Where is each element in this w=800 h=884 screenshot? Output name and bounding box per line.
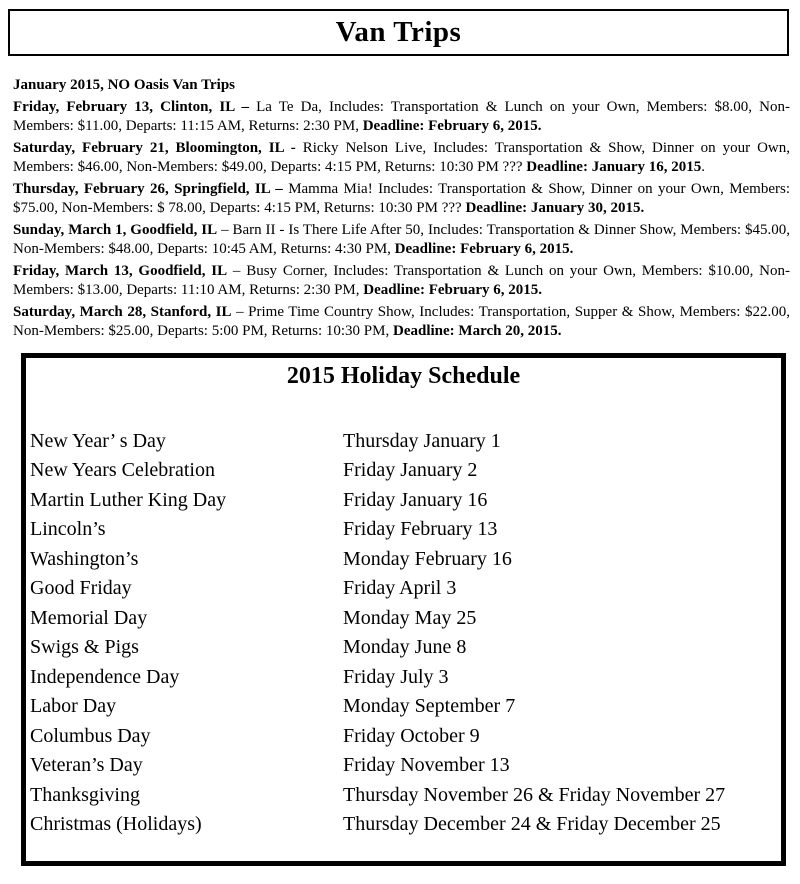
holiday-row xyxy=(30,692,781,722)
holiday-schedule-box xyxy=(21,353,786,866)
trip-paragraph xyxy=(13,98,790,137)
holiday-name: Independence Day xyxy=(30,665,180,688)
holiday-date: Friday July 3 xyxy=(343,665,449,688)
holiday-date: Monday May 25 xyxy=(343,606,477,629)
holiday-date: Friday October 9 xyxy=(343,724,480,747)
holiday-name: New Years Celebration xyxy=(30,459,215,481)
holiday-row xyxy=(30,781,781,811)
holiday-row xyxy=(30,722,781,752)
holiday-name: Thanksgiving xyxy=(30,783,140,806)
trip-bold-text: Deadline: January 16, 2015 xyxy=(526,159,702,175)
holiday-name: Lincoln’s xyxy=(30,518,106,540)
holiday-date: Thursday December 24 & Friday December 25 xyxy=(343,813,721,835)
trip-text: Ricky Nelson Live, Includes: Transportation & Show, Dinner on your Own, Members: $46.00, Non-Members: $49.00, Departs: 4:15 PM, Returns: 10:30 PM ??? xyxy=(13,139,790,175)
holiday-list xyxy=(26,427,781,840)
holiday-date: Monday September 7 xyxy=(343,695,516,717)
holiday-row xyxy=(30,810,781,840)
trip-paragraph xyxy=(13,262,790,301)
trip-bold-text: Deadline: February 6, 2015. xyxy=(363,282,543,298)
trip-bold-text: Friday, March 13, Goodfield, IL xyxy=(13,262,228,279)
trip-text: – Barn II - Is There Life After 50, Includes: Transportation & Dinner Show, Members: $45.00, Non-Members: $48.00, Departs: 10:45 AM, Returns: 4:30 PM, xyxy=(13,221,790,257)
holiday-date: Friday November 13 xyxy=(343,754,510,776)
holiday-date: Friday February 13 xyxy=(343,518,498,540)
holiday-name: Christmas (Holidays) xyxy=(30,813,202,835)
van-trips-section xyxy=(13,76,790,342)
holiday-name: Good Friday xyxy=(30,577,132,599)
intro-line: January 2015, NO Oasis Van Trips xyxy=(13,77,236,93)
holiday-name: Martin Luther King Day xyxy=(30,488,227,511)
trip-bold-text: Deadline: January 30, 2015. xyxy=(465,200,645,216)
holiday-date: Monday June 8 xyxy=(343,636,467,658)
holiday-date: Thursday November 26 & Friday November 27 xyxy=(343,783,726,806)
trip-bold-text: Deadline: March 20, 2015. xyxy=(393,323,562,339)
holiday-row xyxy=(30,486,781,516)
trips-list xyxy=(13,98,790,342)
holiday-row xyxy=(30,663,781,693)
holiday-date: Friday January 2 xyxy=(343,459,478,481)
trip-bold-text: Sunday, March 1, Goodfield, IL xyxy=(13,221,218,238)
holiday-row xyxy=(30,574,781,604)
trip-paragraph xyxy=(13,180,790,219)
holiday-name: Veteran’s Day xyxy=(30,754,143,776)
holiday-row xyxy=(30,604,781,634)
trip-paragraph xyxy=(13,221,790,260)
holiday-row xyxy=(30,545,781,575)
holiday-row xyxy=(30,456,781,486)
trip-paragraph xyxy=(13,139,790,178)
holiday-name: New Year’ s Day xyxy=(30,429,166,452)
holiday-name: Labor Day xyxy=(30,695,117,717)
trip-bold-text: Saturday, March 28, Stanford, IL xyxy=(13,303,232,320)
holiday-date: Friday January 16 xyxy=(343,488,488,511)
trip-bold-text: Friday, February 13, Clinton, IL – xyxy=(13,98,257,115)
holiday-name: Columbus Day xyxy=(30,724,151,747)
trip-text: La Te Da, Includes: Transportation & Lunch on your Own, Members: $8.00, Non-Members: $11.00, Departs: 11:15 AM, Returns: 2:30 PM, xyxy=(13,98,790,134)
holiday-schedule-title: 2015 Holiday Schedule xyxy=(286,362,521,389)
trip-text: . xyxy=(701,159,706,175)
holiday-row xyxy=(30,427,781,457)
holiday-row xyxy=(30,515,781,545)
holiday-name: Washington’s xyxy=(30,547,139,570)
van-trips-title-box xyxy=(8,9,789,56)
trip-paragraph xyxy=(13,303,790,342)
holiday-name: Memorial Day xyxy=(30,606,148,629)
trip-bold-text: Deadline: February 6, 2015. xyxy=(394,241,574,257)
page-title: Van Trips xyxy=(335,16,462,48)
holiday-date: Monday February 16 xyxy=(343,547,512,570)
trip-bold-text: Thursday, February 26, Springfield, IL – xyxy=(13,180,289,197)
trip-bold-text: Deadline: February 6, 2015. xyxy=(362,118,542,134)
holiday-row xyxy=(30,751,781,781)
holiday-name: Swigs & Pigs xyxy=(30,636,139,658)
trip-text: Mamma Mia! Includes: Transportation & Show, Dinner on your Own, Members: $75.00, Non-Members: $ 78.00, Departs: 4:15 PM, Returns: 10:30 PM ??? xyxy=(13,180,791,216)
trip-bold-text: Saturday, February 21, Bloomington, IL - xyxy=(13,139,303,156)
holiday-row xyxy=(30,633,781,663)
trip-text: – Busy Corner, Includes: Transportation & Lunch on your Own, Members: $10.00, Non-Members: $13.00, Departs: 11:10 AM, Returns: 2:30 PM, xyxy=(13,262,791,298)
holiday-date: Friday April 3 xyxy=(343,577,457,599)
holiday-date: Thursday January 1 xyxy=(343,429,501,452)
trip-text: – Prime Time Country Show, Includes: Transportation, Supper & Show, Members: $22.00, Non-Members: $25.00, Departs: 5:00 PM, Returns: 10:30 PM, xyxy=(13,303,790,339)
